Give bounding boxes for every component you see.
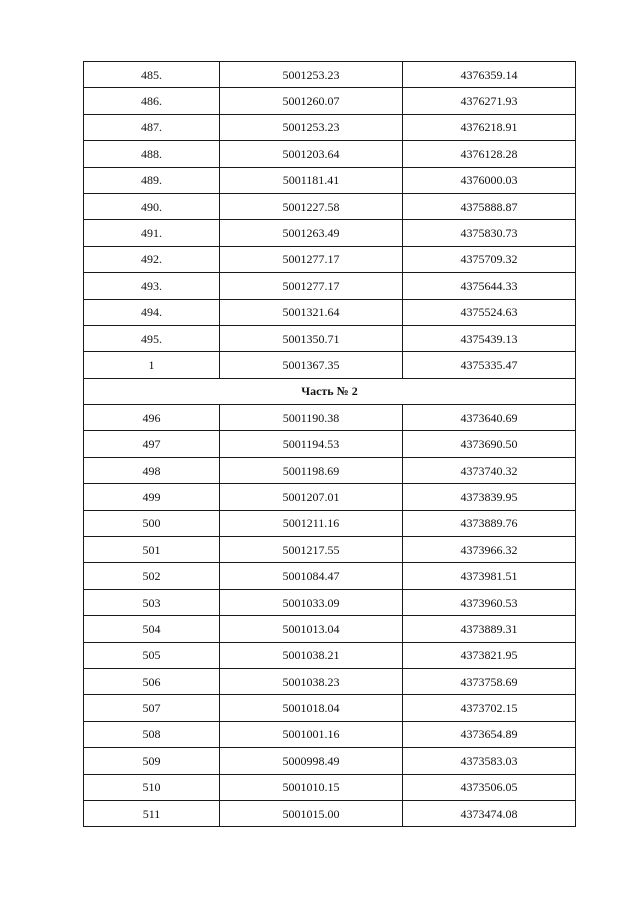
x-coordinate-cell: 5001203.64 [220, 141, 403, 167]
x-coordinate-cell: 5001321.64 [220, 299, 403, 325]
table-row [84, 589, 576, 615]
y-coordinate-cell: 4373654.89 [403, 721, 576, 747]
section-header-row [84, 378, 576, 404]
point-number-cell: 489. [84, 167, 220, 193]
point-number-cell: 488. [84, 141, 220, 167]
y-coordinate-cell: 4373506.05 [403, 774, 576, 800]
table-row [84, 273, 576, 299]
table-row [84, 167, 576, 193]
y-coordinate-cell: 4376128.28 [403, 141, 576, 167]
table-row [84, 457, 576, 483]
point-number-cell: 498 [84, 457, 220, 483]
point-number-cell: 503 [84, 589, 220, 615]
y-coordinate-cell: 4375524.63 [403, 299, 576, 325]
table-row [84, 62, 576, 88]
table-row [84, 431, 576, 457]
y-coordinate-cell: 4373981.51 [403, 563, 576, 589]
point-number-cell: 500 [84, 510, 220, 536]
point-number-cell: 487. [84, 114, 220, 140]
table-row [84, 220, 576, 246]
x-coordinate-cell: 5001018.04 [220, 695, 403, 721]
table-row [84, 484, 576, 510]
x-coordinate-cell: 5001211.16 [220, 510, 403, 536]
point-number-cell: 1 [84, 352, 220, 378]
x-coordinate-cell: 5001253.23 [220, 114, 403, 140]
x-coordinate-cell: 5001010.15 [220, 774, 403, 800]
y-coordinate-cell: 4373821.95 [403, 642, 576, 668]
point-number-cell: 510 [84, 774, 220, 800]
y-coordinate-cell: 4373583.03 [403, 748, 576, 774]
y-coordinate-cell: 4373758.69 [403, 668, 576, 694]
x-coordinate-cell: 5001217.55 [220, 537, 403, 563]
table-row [84, 774, 576, 800]
point-number-cell: 485. [84, 62, 220, 88]
coordinates-table [83, 61, 576, 827]
table-row [84, 299, 576, 325]
x-coordinate-cell: 5001253.23 [220, 62, 403, 88]
table-row [84, 537, 576, 563]
x-coordinate-cell: 5001198.69 [220, 457, 403, 483]
table-row [84, 616, 576, 642]
x-coordinate-cell: 5001190.38 [220, 405, 403, 431]
x-coordinate-cell: 5001181.41 [220, 167, 403, 193]
y-coordinate-cell: 4376000.03 [403, 167, 576, 193]
point-number-cell: 492. [84, 246, 220, 272]
y-coordinate-cell: 4375888.87 [403, 193, 576, 219]
point-number-cell: 499 [84, 484, 220, 510]
x-coordinate-cell: 5000998.49 [220, 748, 403, 774]
x-coordinate-cell: 5001038.21 [220, 642, 403, 668]
point-number-cell: 494. [84, 299, 220, 325]
x-coordinate-cell: 5001207.01 [220, 484, 403, 510]
point-number-cell: 505 [84, 642, 220, 668]
table-row [84, 193, 576, 219]
y-coordinate-cell: 4376271.93 [403, 88, 576, 114]
y-coordinate-cell: 4373690.50 [403, 431, 576, 457]
table-row [84, 246, 576, 272]
point-number-cell: 502 [84, 563, 220, 589]
x-coordinate-cell: 5001084.47 [220, 563, 403, 589]
y-coordinate-cell: 4375644.33 [403, 273, 576, 299]
table-row [84, 405, 576, 431]
table-row [84, 352, 576, 378]
table-row [84, 748, 576, 774]
point-number-cell: 493. [84, 273, 220, 299]
x-coordinate-cell: 5001277.17 [220, 273, 403, 299]
point-number-cell: 491. [84, 220, 220, 246]
x-coordinate-cell: 5001013.04 [220, 616, 403, 642]
x-coordinate-cell: 5001015.00 [220, 800, 403, 826]
point-number-cell: 506 [84, 668, 220, 694]
point-number-cell: 511 [84, 800, 220, 826]
point-number-cell: 509 [84, 748, 220, 774]
x-coordinate-cell: 5001263.49 [220, 220, 403, 246]
y-coordinate-cell: 4373966.32 [403, 537, 576, 563]
x-coordinate-cell: 5001194.53 [220, 431, 403, 457]
table-row [84, 563, 576, 589]
point-number-cell: 501 [84, 537, 220, 563]
y-coordinate-cell: 4373702.15 [403, 695, 576, 721]
y-coordinate-cell: 4373640.69 [403, 405, 576, 431]
y-coordinate-cell: 4376359.14 [403, 62, 576, 88]
table-row [84, 668, 576, 694]
y-coordinate-cell: 4375439.13 [403, 325, 576, 351]
table-row [84, 141, 576, 167]
coordinates-table-body [84, 62, 576, 827]
point-number-cell: 508 [84, 721, 220, 747]
y-coordinate-cell: 4375830.73 [403, 220, 576, 246]
point-number-cell: 486. [84, 88, 220, 114]
point-number-cell: 504 [84, 616, 220, 642]
point-number-cell: 495. [84, 325, 220, 351]
y-coordinate-cell: 4376218.91 [403, 114, 576, 140]
point-number-cell: 496 [84, 405, 220, 431]
x-coordinate-cell: 5001227.58 [220, 193, 403, 219]
y-coordinate-cell: 4373839.95 [403, 484, 576, 510]
x-coordinate-cell: 5001038.23 [220, 668, 403, 694]
table-row [84, 114, 576, 140]
x-coordinate-cell: 5001277.17 [220, 246, 403, 272]
y-coordinate-cell: 4373474.08 [403, 800, 576, 826]
x-coordinate-cell: 5001001.16 [220, 721, 403, 747]
point-number-cell: 497 [84, 431, 220, 457]
x-coordinate-cell: 5001260.07 [220, 88, 403, 114]
table-row [84, 695, 576, 721]
y-coordinate-cell: 4373889.76 [403, 510, 576, 536]
table-row [84, 642, 576, 668]
x-coordinate-cell: 5001350.71 [220, 325, 403, 351]
table-row [84, 88, 576, 114]
table-row [84, 721, 576, 747]
y-coordinate-cell: 4373889.31 [403, 616, 576, 642]
table-row [84, 325, 576, 351]
y-coordinate-cell: 4375335.47 [403, 352, 576, 378]
table-row [84, 800, 576, 826]
y-coordinate-cell: 4375709.32 [403, 246, 576, 272]
y-coordinate-cell: 4373740.32 [403, 457, 576, 483]
y-coordinate-cell: 4373960.53 [403, 589, 576, 615]
x-coordinate-cell: 5001033.09 [220, 589, 403, 615]
table-row [84, 510, 576, 536]
point-number-cell: 490. [84, 193, 220, 219]
point-number-cell: 507 [84, 695, 220, 721]
section-title: Часть № 2 [84, 378, 576, 404]
x-coordinate-cell: 5001367.35 [220, 352, 403, 378]
